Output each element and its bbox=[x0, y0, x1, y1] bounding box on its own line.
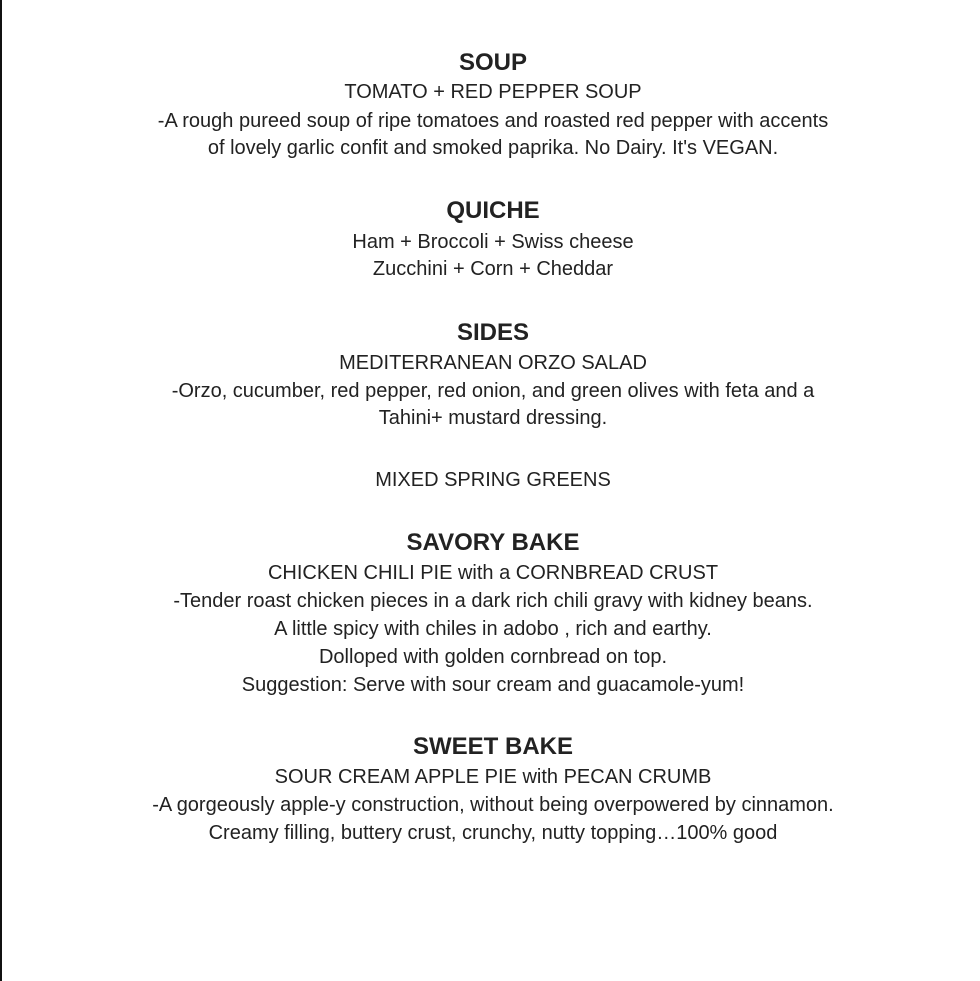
sweet-bake-item: SOUR CREAM APPLE PIE with PECAN CRUMB bbox=[274, 766, 712, 788]
soup-heading: SOUP bbox=[458, 49, 527, 76]
soup-item: TOMATO + RED PEPPER SOUP bbox=[344, 81, 642, 103]
savory-bake-description-line-1: -Tender roast chicken pieces in a dark rich chili gravy with kidney beans. bbox=[173, 590, 813, 612]
sides-description-line-1: -Orzo, cucumber, red pepper, red onion, and green olives with feta and a bbox=[171, 380, 815, 402]
savory-bake-item: CHICKEN CHILI PIE with a CORNBREAD CRUST bbox=[267, 562, 719, 584]
sides-item-2: MIXED SPRING GREENS bbox=[375, 469, 611, 491]
quiche-heading: QUICHE bbox=[446, 197, 540, 224]
sweet-bake-description-line-2: Creamy filling, buttery crust, crunchy, nutty topping…100% good bbox=[208, 822, 778, 844]
sides-heading: SIDES bbox=[456, 319, 530, 346]
savory-bake-description-line-4: Suggestion: Serve with sour cream and guacamole-yum! bbox=[241, 674, 745, 696]
quiche-item-1: Ham + Broccoli + Swiss cheese bbox=[352, 231, 634, 253]
soup-description-line-1: -A rough pureed soup of ripe tomatoes and roasted red pepper with accents bbox=[157, 110, 829, 132]
sides-item-1: MEDITERRANEAN ORZO SALAD bbox=[339, 352, 647, 374]
savory-bake-description-line-2: A little spicy with chiles in adobo , rich and earthy. bbox=[274, 618, 712, 640]
savory-bake-heading: SAVORY BAKE bbox=[406, 529, 580, 556]
sweet-bake-heading: SWEET BAKE bbox=[412, 733, 573, 760]
sides-description-line-2: Tahini+ mustard dressing. bbox=[378, 407, 608, 429]
sweet-bake-description-line-1: -A gorgeously apple-y construction, without being overpowered by cinnamon. bbox=[152, 794, 834, 816]
quiche-item-2: Zucchini + Corn + Cheddar bbox=[372, 258, 614, 280]
savory-bake-description-line-3: Dolloped with golden cornbread on top. bbox=[318, 646, 668, 668]
soup-description-line-2: of lovely garlic confit and smoked paprika. No Dairy. It's VEGAN. bbox=[207, 137, 779, 159]
